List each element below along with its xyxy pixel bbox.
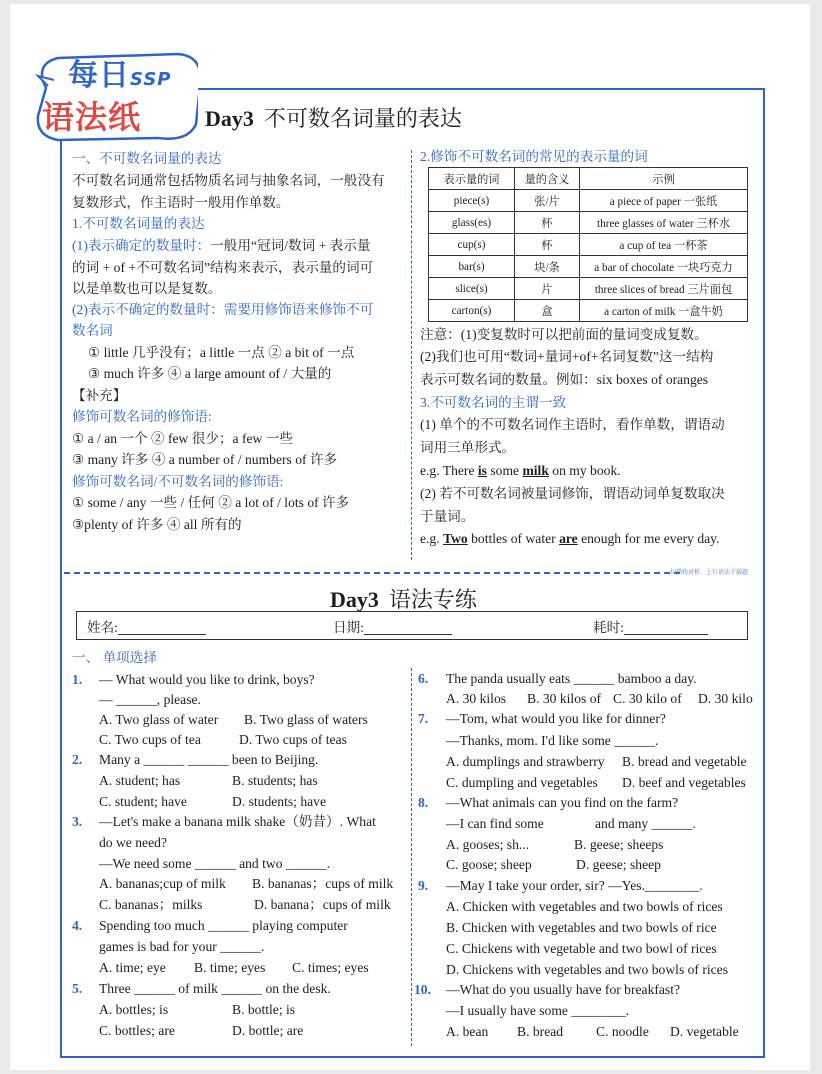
subheading-5: 3.不可数名词的主谓一致 [420, 395, 567, 410]
option[interactable]: A. 30 kilos [446, 691, 507, 706]
question-number: 6. [418, 671, 429, 686]
supplement-label: 【补充】 [72, 388, 127, 403]
option[interactable]: D. Chickens with vegetables and two bowls of rices [446, 962, 729, 977]
practice-title: Day3 语法专练 [330, 587, 477, 612]
logo-line2: 语法纸 [42, 98, 142, 136]
option[interactable]: A. gooses; sh... [446, 837, 530, 852]
question-text: Many a ______ ______ been to Beijing. [99, 752, 319, 767]
table-cell: glass(es) [429, 212, 515, 234]
logo [28, 46, 188, 146]
section-single-choice: 一、 单项选择 [72, 650, 157, 665]
option[interactable]: C. bananas；milks [99, 897, 203, 912]
name-field[interactable]: 姓名: [87, 621, 206, 635]
note-line: 表示可数名词的数量。例如：six boxes of oranges [420, 372, 709, 387]
text-line: 于量词。 [420, 509, 475, 524]
option[interactable]: B. bottle; is [232, 1002, 296, 1017]
table-row [429, 212, 748, 234]
text-line: ① a / an 一个 ② few 很少；a few 一些 [72, 431, 293, 446]
option[interactable]: D. geese; sheep [576, 857, 661, 872]
option[interactable]: A. bananas;cup of milk [99, 876, 226, 891]
page-title: Day3 不可数名词量的表达 [205, 106, 462, 131]
table-header-cell: 表示量的词 [429, 168, 515, 190]
table-row [429, 300, 748, 322]
option[interactable]: B. bread and vegetable [622, 754, 747, 769]
column-divider-top [411, 150, 412, 560]
option[interactable]: D. bottle; are [232, 1023, 304, 1038]
text-line: 不可数名词通常包括物质名词与抽象名词，一般没有 [72, 173, 385, 188]
text-line: ③ much 许多 ④ a large amount of / 大量的 [88, 366, 332, 381]
table-header-cell: 量的含义 [515, 168, 580, 190]
option[interactable]: D. vegetable [670, 1024, 739, 1039]
question-text: — ______, please. [99, 692, 201, 707]
text-line: 词用三单形式。 [420, 440, 516, 455]
question-number: 2. [72, 752, 83, 767]
question-text: Three ______ of milk ______ on the desk. [99, 981, 331, 996]
question-number: 8. [418, 795, 429, 810]
option[interactable]: D. 30 kilo [698, 691, 753, 706]
question-number: 1. [72, 672, 83, 687]
option[interactable]: B. time; eyes [194, 960, 266, 975]
option[interactable]: C. goose; sheep [446, 857, 532, 872]
table-cell: 杯 [515, 212, 580, 234]
question-text: —I usually have some ________. [446, 1003, 630, 1018]
column-divider-bottom [411, 668, 412, 1046]
option[interactable]: A. dumplings and strawberry [446, 754, 605, 769]
text-line: ③plenty of 许多 ④ all 所有的 [72, 517, 242, 532]
option[interactable]: A. time; eye [99, 960, 166, 975]
question-text: do we need? [99, 835, 167, 850]
time-field[interactable]: 耗时: [593, 621, 708, 635]
table-cell: 盒 [515, 300, 580, 322]
text-line: (1)表示确定的数量时：一般用“冠词/数词 + 表示量 [72, 238, 371, 253]
question-text: — What would you like to drink, boys? [99, 672, 315, 687]
question-text: —Let's make a banana milk shake（奶昔）. What [99, 814, 376, 829]
table-header-row [429, 168, 748, 190]
table-row [429, 278, 748, 300]
section-heading-2: 2.修饰不可数名词的常见的表示量的词 [420, 149, 648, 164]
option[interactable]: C. student; have [99, 794, 187, 809]
question-text: —Thanks, mom. I'd like some ______. [446, 733, 659, 748]
table-cell: 张/片 [515, 190, 580, 212]
question-text: The panda usually eats ______ bamboo a day. [446, 671, 697, 686]
option[interactable]: A. student; has [99, 773, 181, 788]
option[interactable]: C. noodle [596, 1024, 649, 1039]
subheading-3: 修饰可数名词的修饰语: [72, 409, 212, 424]
subheading-4: 修饰可数名词/不可数名词的修饰语: [72, 474, 284, 489]
example-1: e.g. There is some milk on my book. [420, 463, 621, 478]
option[interactable]: D. Two cups of teas [239, 732, 347, 747]
table-cell: 杯 [515, 234, 580, 256]
table-cell: slice(s) [429, 278, 515, 300]
section-separator [64, 572, 680, 574]
option[interactable]: A. bottles; is [99, 1002, 169, 1017]
option[interactable]: A. bean [446, 1024, 489, 1039]
text-line: (1) 单个的不可数名词作主语时，看作单数，谓语动 [420, 417, 725, 432]
question-number: 9. [418, 878, 429, 893]
option[interactable]: B. students; has [232, 773, 318, 788]
option[interactable]: B. Chicken with vegetables and two bowls of rice [446, 920, 717, 935]
question-text: —I can find some [446, 816, 544, 831]
text-line: 复数形式，作主语时一般用作单数。 [72, 195, 290, 210]
text-line: 的词 + of +不可数名词”结构来表示，表示量的词可 [72, 260, 374, 275]
text-line: 以是单数也可以是复数。 [72, 281, 222, 296]
table-row [429, 256, 748, 278]
table-header-cell: 示例 [580, 168, 748, 190]
option[interactable]: C. bottles; are [99, 1023, 175, 1038]
option[interactable]: D. students; have [232, 794, 327, 809]
table-cell: three slices of bread 三片面包 [580, 278, 748, 300]
subheading-1: 1.不可数名词量的表达 [72, 216, 205, 231]
scan-hint: 扫描找对析，上钉语法下载题 [670, 569, 749, 576]
note-line: (2)我们也可用“数词+量词+of+名词复数”这一结构 [420, 349, 714, 364]
option[interactable]: C. 30 kilo of [613, 691, 682, 706]
table-cell: a bar of chocolate 一块巧克力 [580, 256, 748, 278]
question-text: —May I take your order, sir? —Yes.________. [446, 878, 703, 893]
option[interactable]: B. Two glass of waters [244, 712, 368, 727]
question-text: —Tom, what would you like for dinner? [446, 711, 666, 726]
table-cell: a carton of milk 一盒牛奶 [580, 300, 748, 322]
table-cell: a piece of paper 一张纸 [580, 190, 748, 212]
date-field[interactable]: 日期: [333, 621, 452, 635]
text-line: (2) 若不可数名词被量词修饰，谓语动词单复数取决 [420, 486, 725, 501]
note-line: 注意：(1)变复数时可以把前面的量词变成复数。 [420, 327, 708, 342]
option[interactable]: D. beef and vegetables [622, 775, 746, 790]
table-cell: a cup of tea 一杯茶 [580, 234, 748, 256]
subheading-2-cont: 数名词 [72, 323, 113, 338]
table-cell: three glasses of water 三杯水 [580, 212, 748, 234]
question-number: 4. [72, 918, 83, 933]
question-number: 7. [418, 711, 429, 726]
option[interactable]: C. times; eyes [292, 960, 369, 975]
question-text: Spending too much ______ playing computer [99, 918, 348, 933]
info-box [76, 611, 748, 640]
option[interactable]: B. bananas；cups of milk [252, 876, 394, 891]
table-cell: bar(s) [429, 256, 515, 278]
option[interactable]: C. dumpling and vegetables [446, 775, 598, 790]
table-cell: piece(s) [429, 190, 515, 212]
table-cell: 块/条 [515, 256, 580, 278]
option[interactable]: C. Chickens with vegetable and two bowl of rices [446, 941, 717, 956]
option[interactable]: A. Chicken with vegetables and two bowls of rices [446, 899, 723, 914]
option[interactable]: D. banana；cups of milk [254, 897, 391, 912]
option[interactable]: C. Two cups of tea [99, 732, 201, 747]
question-number: 5. [72, 981, 83, 996]
question-text: —What animals can you find on the farm? [446, 795, 679, 810]
text-line: ① little 几乎没有；a little 一点 ② a bit of 一点 [88, 345, 355, 360]
section-heading-1: 一、不可数名词量的表达 [72, 151, 222, 166]
question-text: —What do you usually have for breakfast? [446, 982, 681, 997]
option[interactable]: A. Two glass of water [99, 712, 219, 727]
table-cell: cup(s) [429, 234, 515, 256]
question-text: and many ______. [595, 816, 696, 831]
example-2: e.g. Two bottles of water are enough for me every day. [420, 531, 720, 546]
table-row [429, 190, 748, 212]
table-row [429, 234, 748, 256]
option[interactable]: B. 30 kilos of [527, 691, 602, 706]
table-cell: carton(s) [429, 300, 515, 322]
subheading-2: (2)表示不确定的数量时：需要用修饰语来修饰不可 [72, 302, 374, 317]
question-text: —We need some ______ and two ______. [99, 856, 331, 871]
table-cell: 片 [515, 278, 580, 300]
quantifier-table [428, 167, 748, 322]
text-line: ① some / any 一些 / 任何 ② a lot of / lots of 许多 [72, 495, 350, 510]
option[interactable]: B. geese; sheeps [574, 837, 664, 852]
question-number: 10. [414, 982, 431, 997]
question-number: 3. [72, 814, 83, 829]
logo-line1: 每日SSP [68, 58, 172, 93]
question-text: games is bad for your ______. [99, 939, 265, 954]
option[interactable]: B. bread [517, 1024, 564, 1039]
text-line: ③ many 许多 ④ a number of / numbers of 许多 [72, 452, 338, 467]
